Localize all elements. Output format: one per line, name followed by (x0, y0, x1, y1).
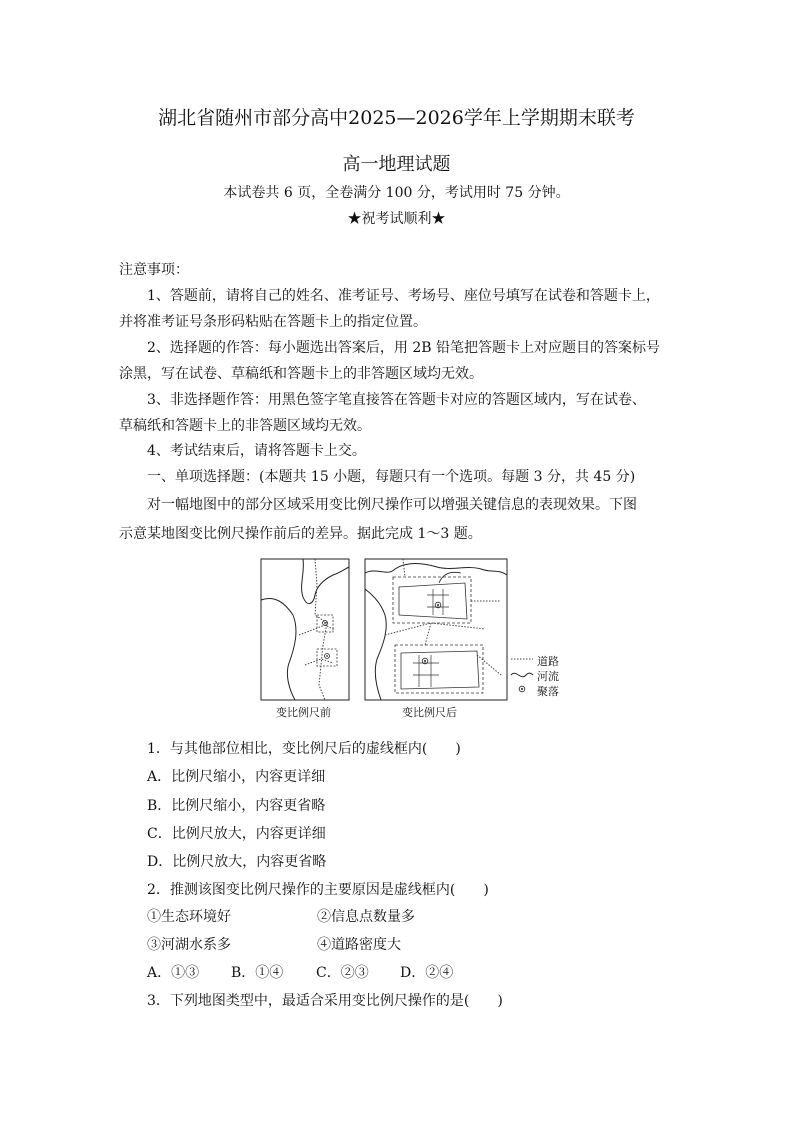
intro-line-2: 示意某地图变比例尺操作前后的差异。据此完成 1～3 题。 (119, 526, 482, 542)
exam-info: 本试卷共 6 页，全卷满分 100 分，考试用时 75 分钟。 (223, 185, 570, 201)
notice-item-2-line-1: 2、选择题的作答：每小题选出答案后，用 2B 铅笔把答题卡上对应题目的答案标号 (147, 340, 661, 356)
exam-title: 湖北省随州市部分高中2025—2026学年上学期期末联考 (158, 107, 635, 129)
question-2-option-c: C．②③ (316, 965, 369, 981)
question-2-statement-1: ①生态环境好 (147, 909, 231, 925)
notice-item-2-line-2: 涂黑，写在试卷、草稿纸和答题卡上的非答题区域均无效。 (119, 366, 483, 382)
notice-item-4: 4、考试结束后，请将答题卡上交。 (147, 443, 366, 459)
question-1-option-c: C．比例尺放大，内容更详细 (147, 826, 326, 842)
section-heading: 一、单项选择题：(本题共 15 小题，每题只有一个选项。每题 3 分，共 45 分) (147, 469, 636, 485)
question-1-option-d: D．比例尺放大，内容更省略 (147, 854, 327, 870)
question-1: 1．与其他部位相比，变比例尺后的虚线框内( ) (147, 741, 461, 757)
notice-item-1-line-2: 并将准考证号条形码粘贴在答题卡上的指定位置。 (119, 314, 427, 330)
question-2-statement-4: ④道路密度大 (317, 937, 401, 953)
scale-map-figure (255, 555, 575, 725)
question-2-option-b: B．①④ (231, 965, 284, 981)
notice-item-3-line-1: 3、非选择题作答：用黑色签字笔直接答在答题卡对应的答题区域内，写在试卷、 (147, 392, 646, 408)
exam-subtitle: 高一地理试题 (342, 154, 451, 175)
map-after (365, 559, 507, 700)
question-1-option-a: A．比例尺缩小，内容更详细 (147, 769, 326, 785)
caption-after: 变比例尺后 (402, 706, 457, 719)
notice-heading: 注意事项： (119, 262, 189, 278)
question-1-option-b: B．比例尺缩小，内容更省略 (147, 798, 326, 814)
map-before (261, 559, 349, 700)
legend-road-label: 道路 (537, 655, 559, 668)
good-luck-line: ★祝考试顺利★ (347, 211, 446, 227)
intro-line-1: 对一幅地图中的部分区域采用变比例尺操作可以增强关键信息的表现效果。下图 (147, 497, 637, 513)
question-2-option-d: D．②④ (400, 965, 454, 981)
legend-settlement-label: 聚落 (537, 685, 559, 698)
legend-river-label: 河流 (537, 670, 559, 683)
question-3: 3．下列地图类型中，最适合采用变比例尺操作的是( ) (147, 993, 503, 1009)
notice-item-1-line-1: 1、答题前，请将自己的姓名、准考证号、考场号、座位号填写在试卷和答题卡上， (147, 288, 660, 304)
question-2-statement-3: ③河湖水系多 (147, 937, 231, 953)
question-2-statement-2: ②信息点数量多 (317, 909, 415, 925)
notice-item-3-line-2: 草稿纸和答题卡上的非答题区域均无效。 (119, 418, 371, 434)
question-2-option-a: A．①③ (147, 965, 200, 981)
legend-river-symbol (511, 673, 533, 677)
caption-before: 变比例尺前 (276, 706, 331, 719)
question-2: 2．推测该图变比例尺操作的主要原因是虚线框内( ) (147, 882, 489, 898)
